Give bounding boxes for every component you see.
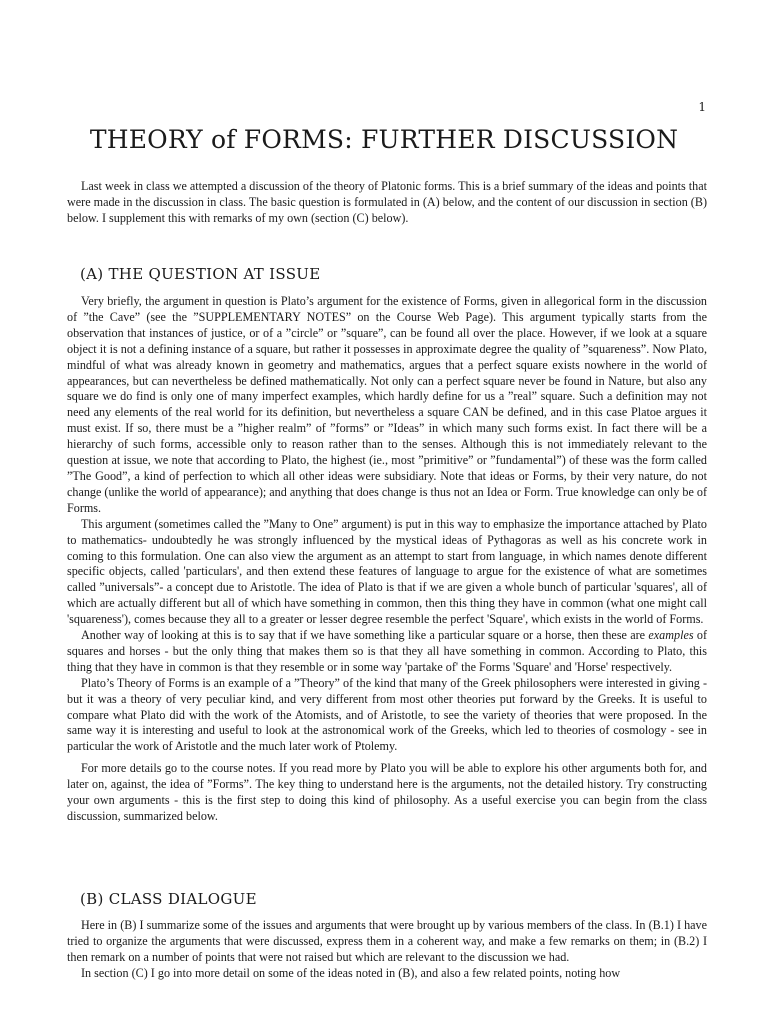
section-a-paragraph-3-start: Another way of looking at this is to say that if we have something like a particular square or a horse, then these are [81,628,649,643]
section-a-body [67,294,707,825]
section-a-paragraph-4: Plato’s Theory of Forms is an example of a ”Theory” of the kind that many of the Greek philosophers were interested in giving - but it was a theory of very peculiar kind, and very different from most other theories put forward by the Greeks. It is useful to compare what Plato did with the work of the Atomists, and of Aristotle, to see the variety of theories that were proposed. In the same way it is interesting and useful to look at the astronomical work of the Greeks, which led to theories of cosmology - see in particular the work of Aristotle and the much later work of Ptolemy. [67,675,707,754]
intro-block [67,179,707,227]
section-b-body [67,918,707,982]
section-b-paragraph-1: Here in (B) I summarize some of the issues and arguments that were brought up by various members of the class. In (B.1) I have tried to organize the arguments that were discussed, express them in a coherent way, and make a few remarks on them; in (B.2) I then remark on a number of points that were not raised but which are relevant to the discussion we had. [67,918,707,964]
section-a-paragraph-1: Very briefly, the argument in question is Plato’s argument for the existence of Forms, given in allegorical form in the discussion of ”the Cave” (see the ”SUPPLEMENTARY NOTES” on the Course Web Page). This argument typically starts from the observation that instances of justice, or of a ”circle” or ”square”, can be found all over the place. However, if we look at a square object it is not a defining instance of a square, but rather it possesses in approximate degree the quality of ”squareness”. Now Plato, mindful of what was already known in geometry and mathematics, argues that a perfect square exists nowhere in the world of appearances, but can nevertheless be defined mathematically. Not only can a perfect square never be found in Nature, but also any square we do find is only one of many imperfect examples, which hardly define for us a ”real” square. Such a definition may not need any elements of the real world for its definition, but nevertheless a square CAN be defined, and in this case Platoe argues it must exist. If so, there must be a ”higher realm” of ”forms” or ”Ideas” in which many such forms exist. In fact there will be a hierarchy of such forms, accessible only to reason rather than to the senses. Although this is not immediately relevant to the question at issue, we note that according to Plato, the highest (ie., most ”primitive” or ”fundamental”) of these was the form called ”The Good”, a kind of perfection to which all other ideas were subsidiary. Note that ideas or Forms, by their very nature, do not change (unlike the world of appearance); and anything that does change is thus not an Idea or Form. True knowledge can only be of Forms. [67,294,707,515]
section-a-paragraph-3-end: of squares and horses - but the only thing that makes them so is that they all have something in common. According to Plato, this thing that they have in common is that they resemble or in some way 'partake of' the Forms 'Square' and 'Horse' respectively. [67,628,707,674]
page-number: 1 [698,100,706,114]
intro-paragraph: Last week in class we attempted a discussion of the theory of Platonic forms. This is a brief summary of the ideas and points that were made in the discussion in class. The basic question is formulated in (A) below, and the content of our discussion in section (B) below. I supplement this with remarks of my own (section (C) below). [67,179,707,225]
page-title: THEORY of FORMS: FURTHER DISCUSSION [89,125,679,154]
section-a-paragraph-2: This argument (sometimes called the ”Many to One” argument) is put in this way to emphasize the importance attached by Plato to mathematics- undoubtedly he was strongly influenced by the mystical ideas of Pythagoras as well as his concrete work in coming to this formulation. One can also view the argument as an attempt to start from language, in which names denote different specific objects, called 'particulars', and then extend these features of language to argue for the existence of what are sometimes called ”universals”- a concept due to Aristotle. The idea of Plato is that if we are given a whole bunch of particular 'squares', all of which are actually different but all of which have something in common, then this thing they have in common (what one might call 'squareness'), comes because they all to a greater or lesser degree resemble the perfect 'Square', which exists in the world of Forms. [67,516,707,627]
section-b-heading: (B) CLASS DIALOGUE [80,890,257,908]
section-b-paragraph-2: In section (C) I go into more detail on some of the ideas noted in (B), and also a few related points, noting how [81,965,621,980]
section-a-paragraph-5: For more details go to the course notes. If you read more by Plato you will be able to explore his other arguments both for, and later on, against, the idea of ”Forms”. The key thing to understand here is the arguments, not the detailed history. Try constructing your own arguments - this is the first step to doing this kind of philosophy. As a useful exercise you can begin from the class discussion, summarized below. [67,761,707,823]
section-a-heading: (A) THE QUESTION AT ISSUE [80,265,321,283]
section-a-paragraph-3 [67,628,707,676]
section-a-paragraph-3-emphasis: examples [648,628,694,643]
